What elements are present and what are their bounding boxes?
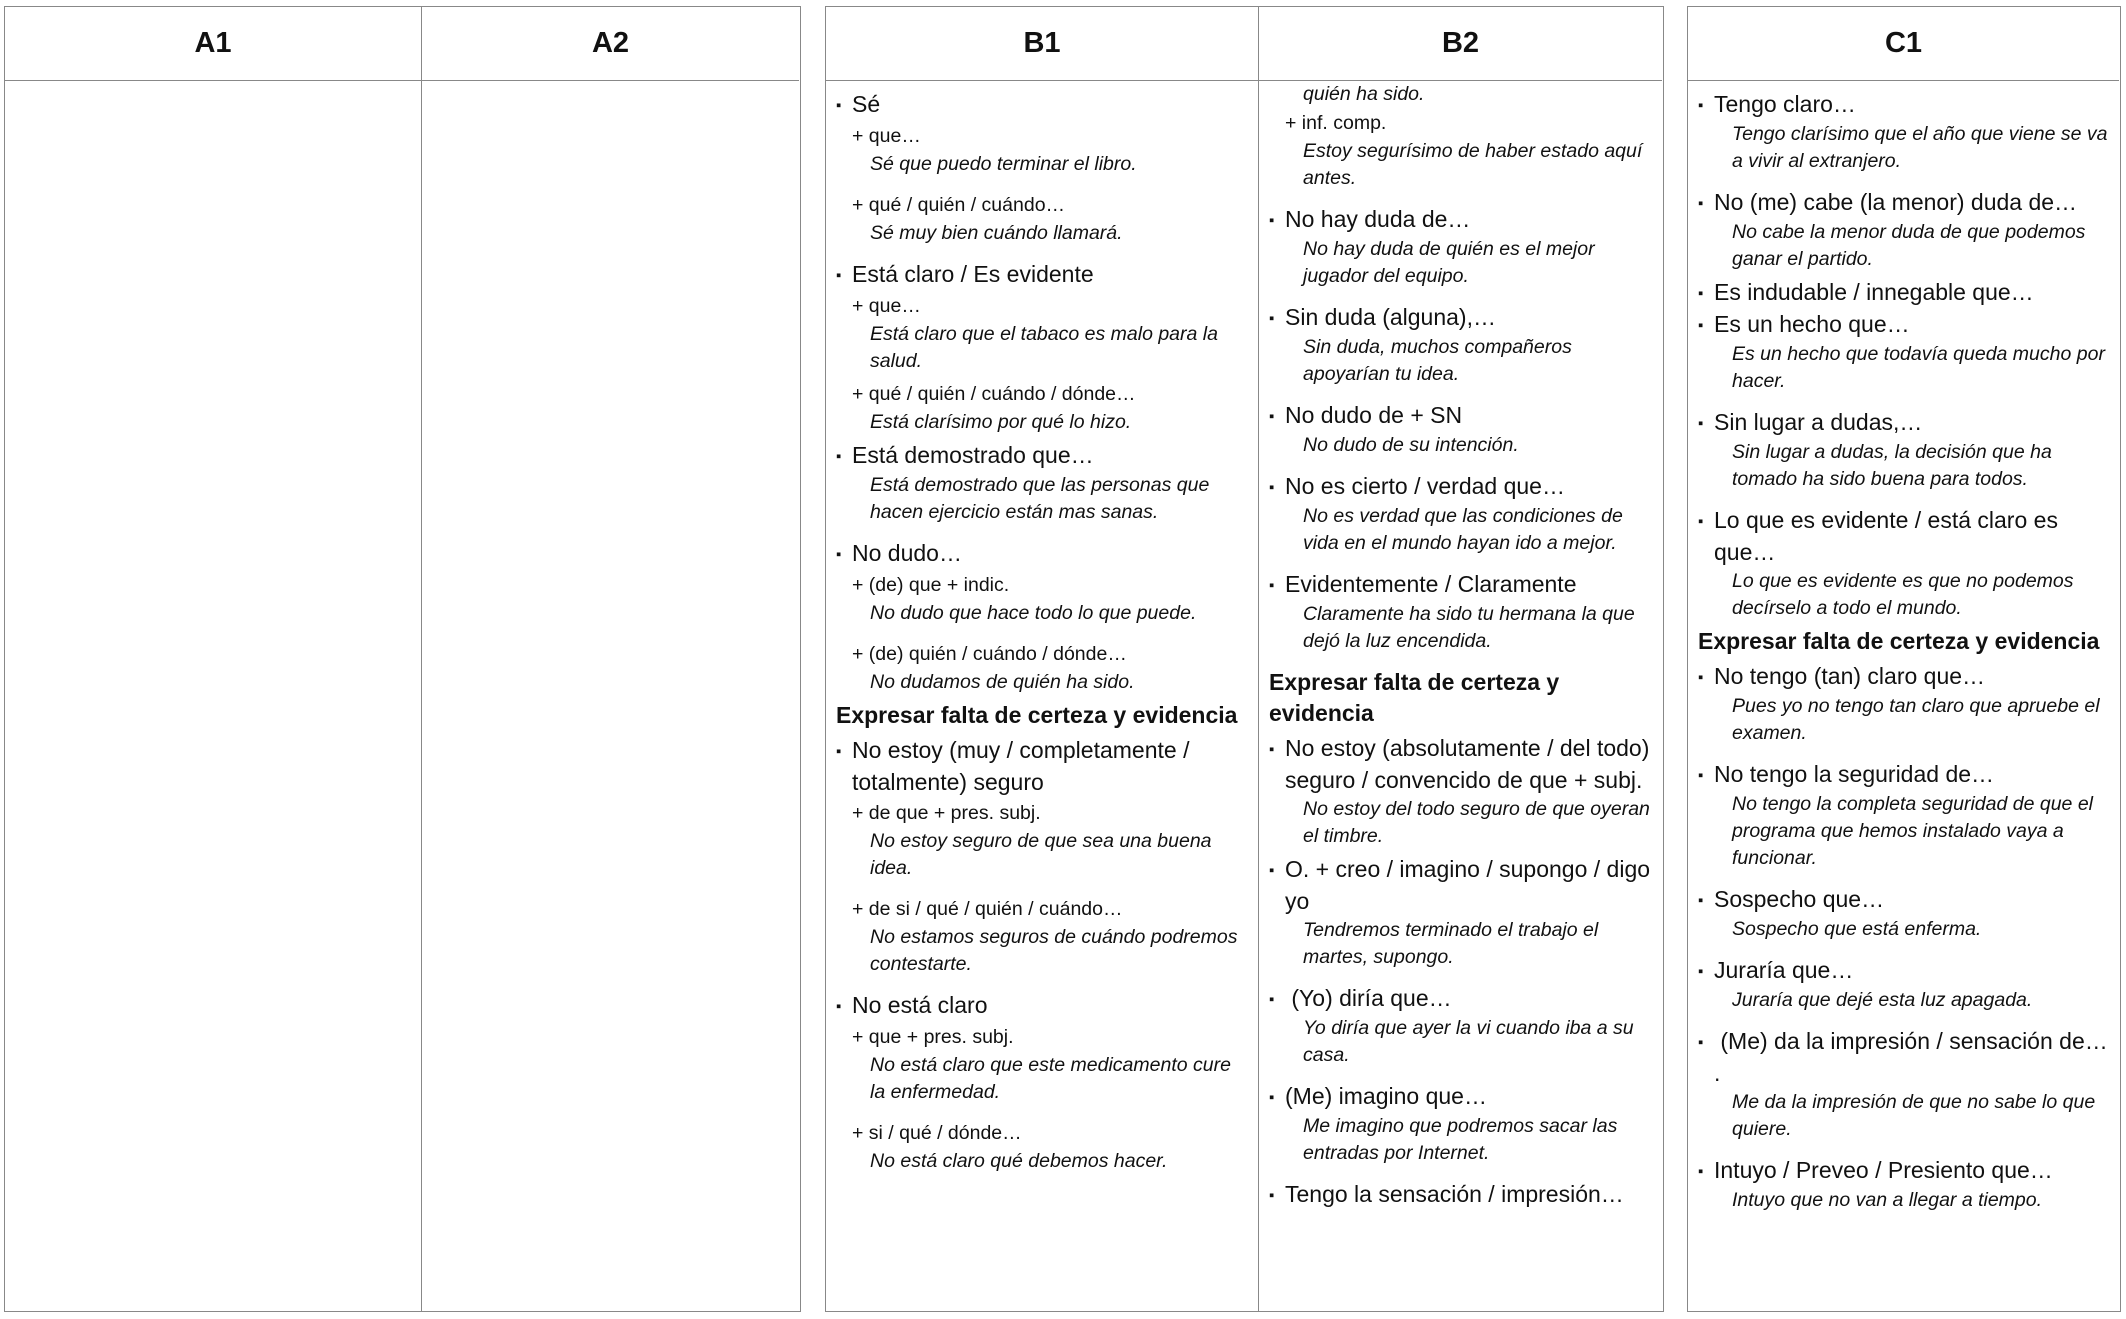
- example: No estoy seguro de que sea una buena idea.: [870, 830, 1212, 879]
- list-item: ▪ No es cierto / verdad que…: [1269, 471, 1652, 503]
- list-item: ▪ Evidentemente / Claramente: [1269, 569, 1652, 601]
- structure-note: + de si / qué / quién / cuándo…: [852, 898, 1123, 920]
- example: Está clarísimo por qué lo hizo.: [870, 411, 1132, 433]
- section-heading: Expresar falta de certeza y evidencia: [1698, 628, 2100, 654]
- example: Me imagino que podremos sacar las entradas por Internet.: [1303, 1115, 1618, 1164]
- list-item: ▪ No dudo…: [836, 538, 1248, 570]
- list-item: ▪ No estoy (muy / completamente / totalmente) seguro: [836, 735, 1248, 798]
- example: Está demostrado que las personas que hacen ejercicio están mas sanas.: [870, 474, 1210, 523]
- example: Es un hecho que todavía queda mucho por hacer.: [1732, 343, 2105, 392]
- example: Juraría que dejé esta luz apagada.: [1732, 989, 2033, 1011]
- example: Sin duda, muchos compañeros apoyarían tu idea.: [1303, 336, 1572, 385]
- section-heading: Expresar falta de certeza y evidencia: [1269, 669, 1560, 726]
- section-heading: Expresar falta de certeza y evidencia: [836, 702, 1238, 728]
- structure-note: + (de) que + indic.: [852, 574, 1010, 596]
- column-header-b2: B2: [1259, 7, 1662, 81]
- example: Sin lugar a dudas, la decisión que ha tomado ha sido buena para todos.: [1732, 441, 2052, 490]
- column-b1: [826, 7, 1258, 1311]
- b1-content: [826, 81, 1258, 1310]
- list-item: ▪ Intuyo / Preveo / Presiento que…: [1698, 1155, 2109, 1187]
- list-item: ▪ No tengo la seguridad de…: [1698, 759, 2109, 791]
- list-item: ▪ No tengo (tan) claro que…: [1698, 661, 2109, 693]
- list-item: ▪ Juraría que…: [1698, 955, 2109, 987]
- list-item: ▪ (Me) da la impresión / sensación de… .: [1698, 1026, 2109, 1089]
- example: No es verdad que las condiciones de vida en el mundo hayan ido a mejor.: [1303, 505, 1623, 554]
- example: Está claro que el tabaco es malo para la salud.: [870, 323, 1218, 372]
- list-item: ▪ No (me) cabe (la menor) duda de…: [1698, 187, 2109, 219]
- column-header-a2: A2: [422, 7, 799, 81]
- list-item: ▪ Sin duda (alguna),…: [1269, 302, 1652, 334]
- list-item: ▪ Sin lugar a dudas,…: [1698, 407, 2109, 439]
- structure-note: + qué / quién / cuándo…: [852, 194, 1066, 216]
- list-item: ▪ O. + creo / imagino / supongo / digo yo: [1269, 854, 1652, 917]
- example: Me da la impresión de que no sabe lo que quiere.: [1732, 1091, 2096, 1140]
- example: Estoy segurísimo de haber estado aquí antes.: [1303, 140, 1643, 189]
- example: quién ha sido.: [1303, 83, 1425, 105]
- example: Tengo clarísimo que el año que viene se va a vivir al extranjero.: [1732, 123, 2108, 172]
- list-item: ▪ No estoy (absolutamente / del todo) seguro / convencido de que + subj.: [1269, 733, 1652, 796]
- column-a2: [421, 7, 799, 1311]
- example: No estamos seguros de cuándo podremos contestarte.: [870, 926, 1238, 975]
- column-header-c1: C1: [1688, 7, 2119, 81]
- list-item: ▪ (Me) imagino que…: [1269, 1081, 1652, 1113]
- column-c1: [1688, 7, 2119, 1311]
- example: No hay duda de quién es el mejor jugador del equipo.: [1303, 238, 1595, 287]
- example: Tendremos terminado el trabajo el martes, supongo.: [1303, 919, 1599, 968]
- c1-content: [1688, 81, 2119, 1310]
- b2-content: [1259, 81, 1662, 1310]
- list-item: ▪ Lo que es evidente / está claro es que…: [1698, 505, 2109, 568]
- example: Intuyo que no van a llegar a tiempo.: [1732, 1189, 2043, 1211]
- example: No está claro qué debemos hacer.: [870, 1150, 1168, 1172]
- table-a: [4, 6, 801, 1312]
- column-header-a1: A1: [5, 7, 421, 81]
- example: No dudo de su intención.: [1303, 434, 1519, 456]
- list-item: ▪ No hay duda de…: [1269, 204, 1652, 236]
- example: No tengo la completa seguridad de que el programa que hemos instalado vaya a funcionar.: [1732, 793, 2093, 869]
- column-b2: [1258, 7, 1662, 1311]
- example: Lo que es evidente es que no podemos decírselo a todo el mundo.: [1732, 570, 2074, 619]
- structure-note: + que…: [852, 295, 921, 317]
- example: No estoy del todo seguro de que oyeran el timbre.: [1303, 798, 1650, 847]
- list-item: ▪ No está claro: [836, 990, 1248, 1022]
- list-item: ▪ Es un hecho que…: [1698, 309, 2109, 341]
- structure-note: + qué / quién / cuándo / dónde…: [852, 383, 1136, 405]
- example: Claramente ha sido tu hermana la que dejó la luz encendida.: [1303, 603, 1635, 652]
- list-item: ▪ Está claro / Es evidente: [836, 259, 1248, 291]
- structure-note: + inf. comp.: [1285, 112, 1387, 134]
- structure-note: + si / qué / dónde…: [852, 1122, 1022, 1144]
- table-c: [1687, 6, 2121, 1312]
- example: No está claro que este medicamento cure la enfermedad.: [870, 1054, 1231, 1103]
- example: Sospecho que está enferma.: [1732, 918, 1982, 940]
- structure-note: + que + pres. subj.: [852, 1026, 1014, 1048]
- list-item: ▪ Tengo claro…: [1698, 89, 2109, 121]
- list-item: ▪ Sospecho que…: [1698, 884, 2109, 916]
- example: Sé muy bien cuándo llamará.: [870, 222, 1123, 244]
- list-item: ▪ No dudo de + SN: [1269, 400, 1652, 432]
- column-header-b1: B1: [826, 7, 1258, 81]
- table-b: [825, 6, 1664, 1312]
- example: Sé que puedo terminar el libro.: [870, 153, 1137, 175]
- list-item: ▪ Está demostrado que…: [836, 440, 1248, 472]
- list-item: ▪ Tengo la sensación / impresión…: [1269, 1179, 1652, 1211]
- structure-note: + que…: [852, 125, 921, 147]
- structure-note: + de que + pres. subj.: [852, 802, 1041, 824]
- example: No dudo que hace todo lo que puede.: [870, 602, 1197, 624]
- column-a1: [5, 7, 421, 1311]
- list-item: ▪ Sé: [836, 89, 1248, 121]
- structure-note: + (de) quién / cuándo / dónde…: [852, 643, 1127, 665]
- example: Pues yo no tengo tan claro que apruebe el examen.: [1732, 695, 2100, 744]
- example: No cabe la menor duda de que podemos ganar el partido.: [1732, 221, 2086, 270]
- list-item: ▪ Es indudable / innegable que…: [1698, 277, 2109, 309]
- example: No dudamos de quién ha sido.: [870, 671, 1135, 693]
- list-item: ▪ (Yo) diría que…: [1269, 983, 1652, 1015]
- example: Yo diría que ayer la vi cuando iba a su casa.: [1303, 1017, 1634, 1066]
